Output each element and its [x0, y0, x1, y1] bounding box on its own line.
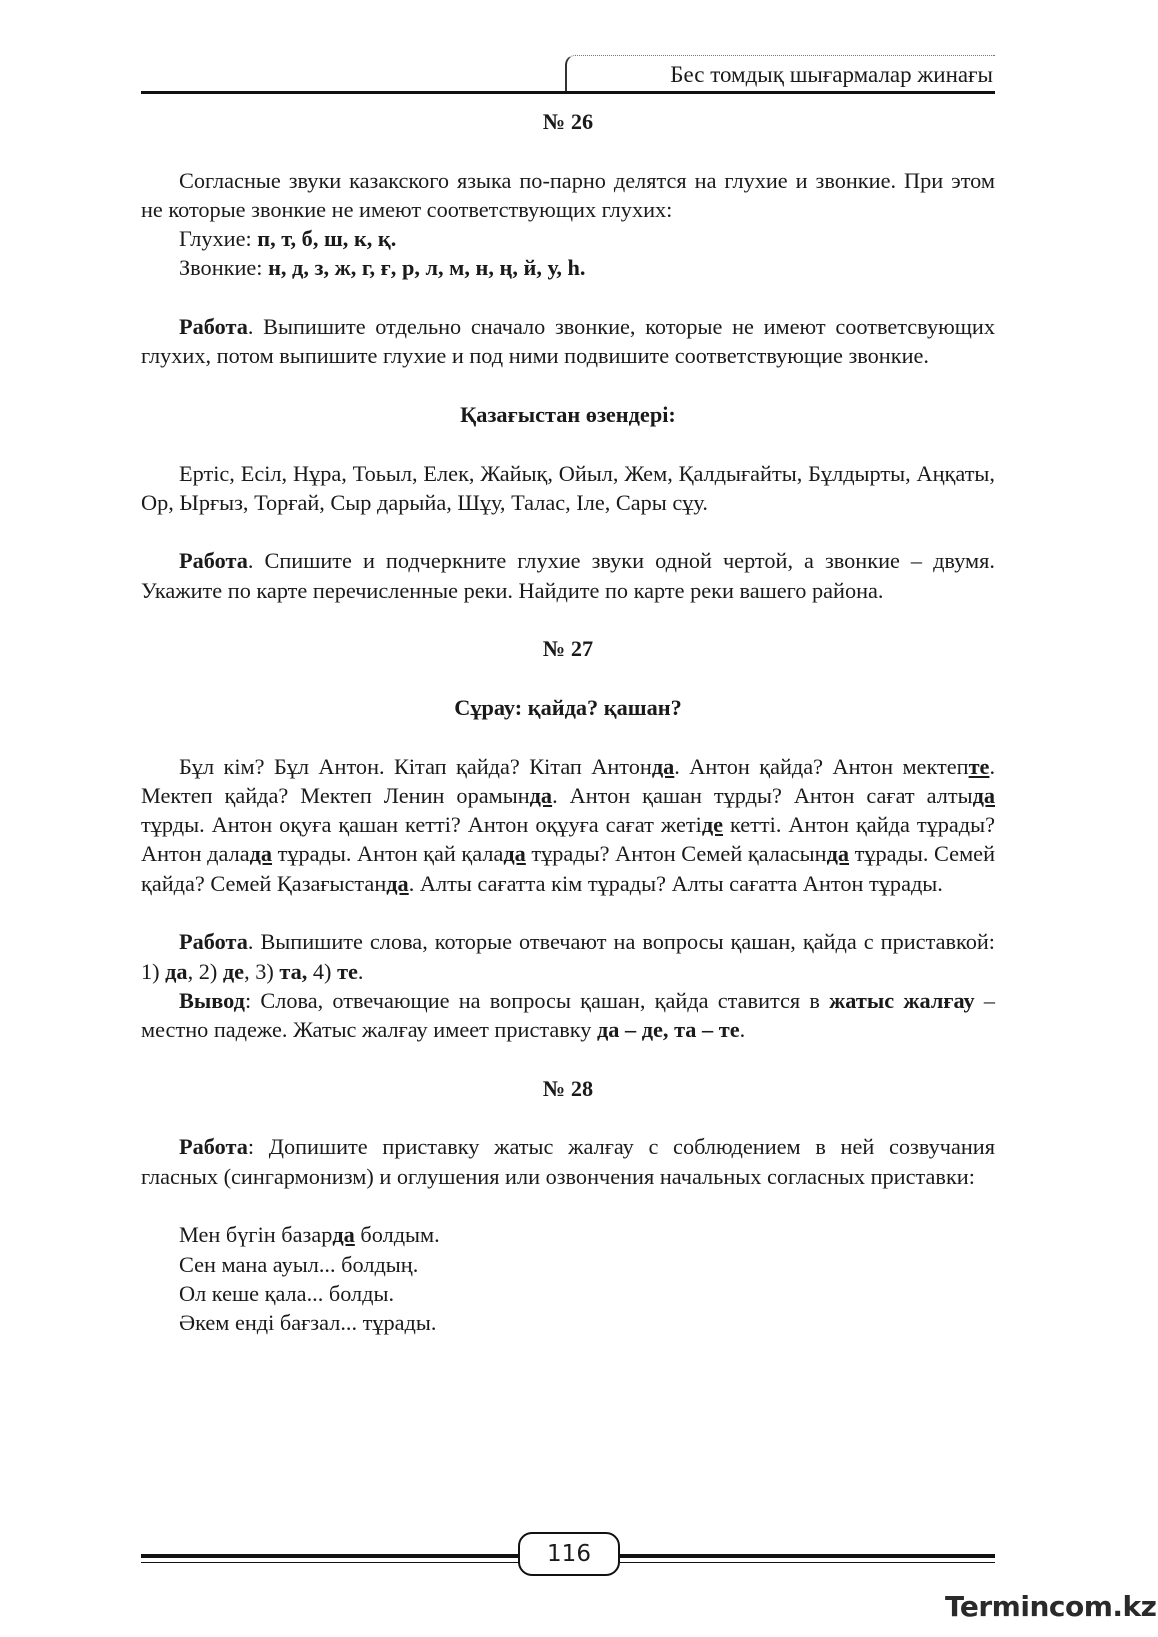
example-line: Ол кеше қала... болды.	[179, 1280, 395, 1306]
s28-task: Работа: Допишите приставку жатыс жалғау с соблюдением в ней созвучания гласных (сингармонизм) и оглушения или озвончения начальных согласных приставки:	[141, 1134, 995, 1189]
header-rule	[141, 91, 995, 94]
s27-dialogue: Бұл кім? Бұл Антон. Кітап қайда? Кітап Антонда. Антон қайда? Антон мектепте. Мектеп қайда? Мектеп Ленин орамында. Антон қашан тұрды? Антон сағат алтыда тұрды. Антон оқуға қашан кетті? Антон оқұуға сағат жетіде кетті. Антон қайда тұрады? Антон далада тұрады. Антон қай қалада тұрады? Антон Семей қаласында тұрады. Семей қайда? Семей Қазағыстанда. Алты сағатта кім тұрады? Алты сағатта Антон тұрады.	[141, 753, 996, 896]
running-header: Бес томдық шығармалар жинағы	[565, 55, 995, 93]
section-heading-27: № 27	[542, 636, 594, 662]
s26-intro: Согласные звуки казакского языка по-парно делятся на глухие и звонкие. При этом не которые звонкие не имеют соответствующих глухих:	[141, 167, 995, 222]
watermark-logo: Termincom.kz	[945, 1590, 1157, 1623]
example-line: Әкем енді бағзал... тұрады.	[179, 1310, 437, 1336]
s26-task1: Работа. Выпишите отдельно сначало звонкие, которые не имеют соответсвующих глухих, потом выпишите глухие и под ними подвишите соответствующие звонкие.	[141, 314, 995, 369]
s27-task: Работа. Выпишите слова, которые отвечают на вопросы қашан, қайда с приставкой: 1) да, 2) де, 3) та, 4) те.	[141, 929, 995, 984]
s27-subheading: Сұрау: қайда? қашан?	[454, 694, 682, 720]
example-line: Мен бүгін базарда болдым.	[179, 1222, 440, 1248]
section-heading-26: № 26	[542, 109, 594, 134]
rivers-heading: Қазағыстан өзендері:	[460, 401, 676, 427]
page-content	[141, 107, 995, 1337]
s26-deaf-line: Глухие: п, т, б, ш, к, қ.	[179, 226, 397, 252]
s26-voiced-line: Звонкие: н, д, з, ж, г, ғ, р, л, м, н, ң, й, у, һ.	[179, 255, 586, 281]
section-heading-28: № 28	[542, 1075, 594, 1101]
s26-task2: Работа. Спишите и подчеркните глухие звуки одной чертой, а звонкие – двумя. Укажите по карте перечисленные реки. Найдите по карте реки вашего района.	[141, 548, 995, 603]
example-line: Сен мана ауыл... болдың.	[179, 1251, 419, 1277]
s27-conclusion: Вывод: Слова, отвечающие на вопросы қашан, қайда ставится в жатыс жалғау – местно падеже. Жатыс жалғау имеет приставку да – де, та – те.	[141, 987, 995, 1043]
rivers-list: Ертіс, Есіл, Нұра, Тоьыл, Елек, Жайық, Ойыл, Жем, Қалдығайты, Бұлдырты, Аңқаты, Ор, Ырғыз, Торғай, Сыр дарыйа, Шұу, Талас, Іле, Сары сұу.	[141, 460, 995, 515]
page-number: 116	[518, 1532, 620, 1576]
